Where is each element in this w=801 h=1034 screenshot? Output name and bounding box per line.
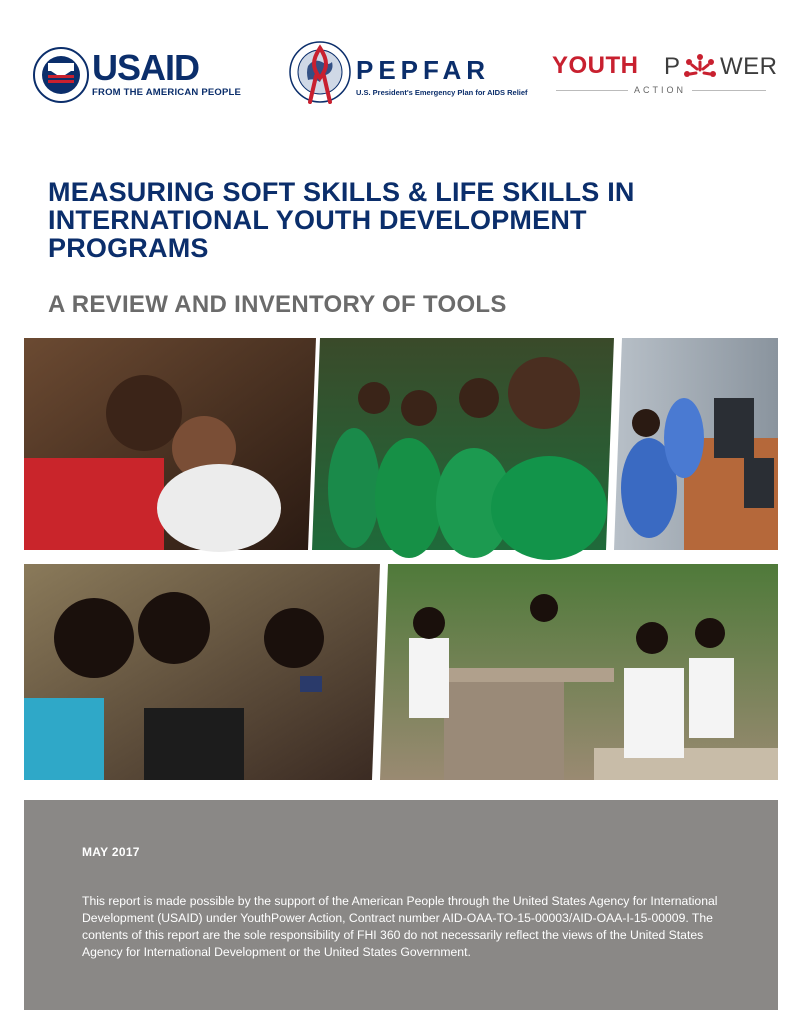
youthpower-wordmark-youth: YOUTH	[552, 52, 639, 79]
report-title: MEASURING SOFT SKILLS & LIFE SKILLS IN INTERNATIONAL YOUTH DEVELOPMENT PROGRAMS	[48, 177, 635, 263]
publication-date: MAY 2017	[82, 845, 140, 859]
youthpower-action-label: ACTION	[628, 85, 692, 95]
usaid-seal-logo	[33, 47, 89, 103]
youthpower-wordmark-p: P	[664, 53, 681, 80]
photo-collage	[24, 338, 778, 780]
usaid-wordmark: USAID	[92, 47, 200, 88]
photo-group-at-outdoor-table	[380, 564, 778, 780]
photo-girls-in-green-uniforms	[312, 338, 614, 560]
pepfar-seal-logo	[288, 38, 352, 110]
photo-girls-with-camera	[24, 564, 380, 780]
disclaimer-text: This report is made possible by the support of the American People through the United States Agency for International Development (USAID) under YouthPower Action, Contract number AID-OAA-TO-15-00003/AID-OAA-I-15-00009. The contents of this report are the sole responsibility of FHI 360 do not necessarily reflect the views of the United States Agency for International Development or the United States Government.	[82, 894, 718, 959]
usaid-tagline: FROM THE AMERICAN PEOPLE	[92, 87, 242, 98]
report-subtitle: A REVIEW AND INVENTORY OF TOOLS	[48, 291, 507, 318]
photo-father-and-baby	[24, 338, 316, 552]
youthpower-wordmark-wer: WER	[720, 53, 778, 80]
pepfar-wordmark: PEPFAR	[356, 55, 491, 85]
photo-computer-lab-students	[614, 338, 778, 550]
youthpower-figures-icon	[681, 52, 719, 84]
pepfar-tagline: U.S. President's Emergency Plan for AIDS Relief	[356, 88, 528, 97]
